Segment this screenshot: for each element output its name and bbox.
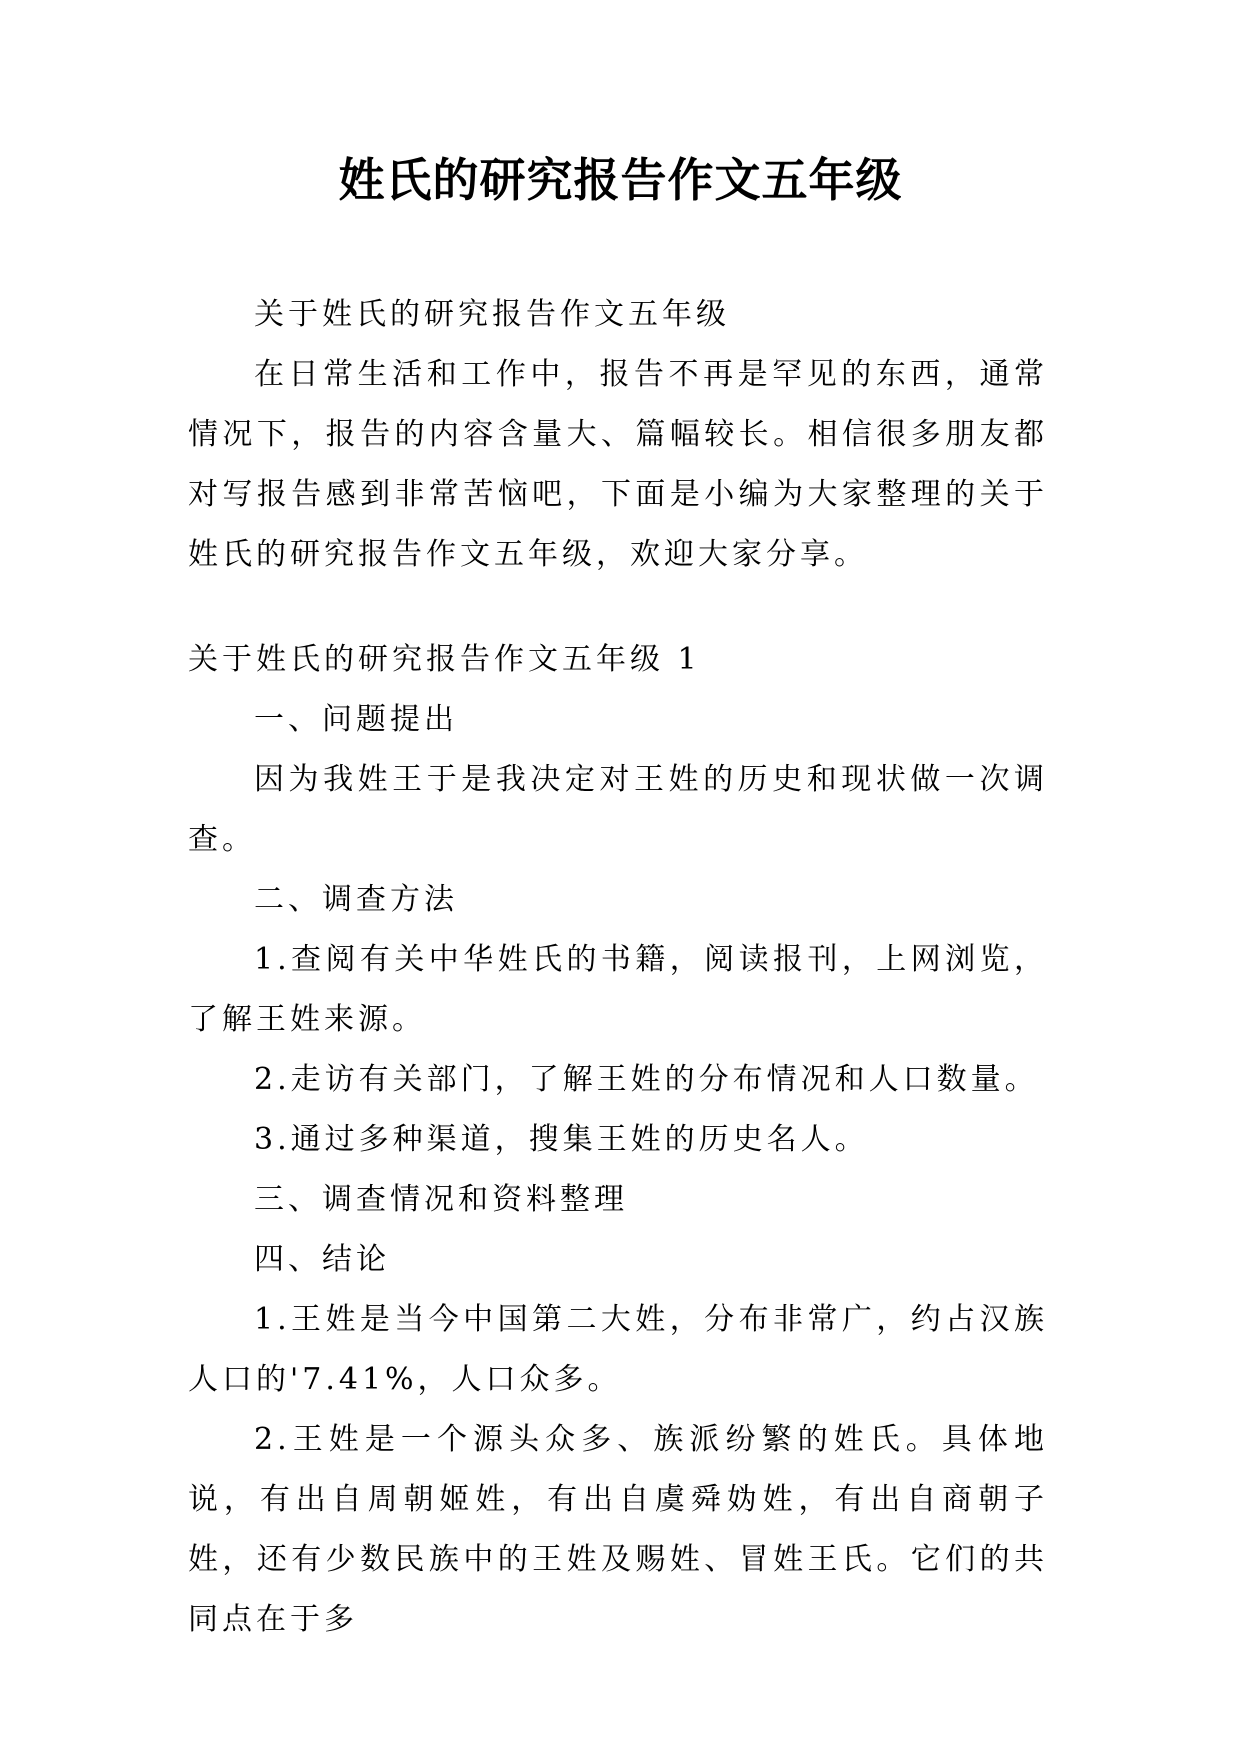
paragraph-reason: 因为我姓王于是我决定对王姓的历史和现状做一次调查。 bbox=[188, 762, 1048, 857]
heading-problem: 一、问题提出 bbox=[254, 702, 458, 737]
conclusion-item-1: 1.王姓是当今中国第二大姓，分布非常广，约占汉族人口的'7.41%，人口众多。 bbox=[188, 1302, 1048, 1397]
method-item-3: 3.通过多种渠道，搜集王姓的历史名人。 bbox=[254, 1122, 869, 1157]
section-heading: 关于姓氏的研究报告作文五年级 1 bbox=[188, 642, 701, 677]
method-item-1: 1.查阅有关中华姓氏的书籍，阅读报刊，上网浏览，了解王姓来源。 bbox=[188, 942, 1048, 1037]
intro-subtitle: 关于姓氏的研究报告作文五年级 bbox=[254, 297, 730, 332]
intro-block bbox=[188, 285, 1048, 585]
intro-paragraph: 在日常生活和工作中，报告不再是罕见的东西，通常情况下，报告的内容含量大、篇幅较长。相信很多朋友都对写报告感到非常苦恼吧，下面是小编为大家整理的关于姓氏的研究报告作文五年级，欢迎大家分享。 bbox=[188, 357, 1048, 572]
document-title: 姓氏的研究报告作文五年级 bbox=[338, 153, 903, 207]
heading-method: 二、调查方法 bbox=[254, 882, 458, 917]
heading-conclusion: 四、结论 bbox=[254, 1242, 390, 1277]
conclusion-item-2: 2.王姓是一个源头众多、族派纷繁的姓氏。具体地说，有出自周朝姬姓，有出自虞舜妫姓，有出自商朝子姓，还有少数民族中的王姓及赐姓、冒姓王氏。它们的共同点在于多 bbox=[188, 1422, 1048, 1637]
method-item-2: 2.走访有关部门，了解王姓的分布情况和人口数量。 bbox=[254, 1062, 1039, 1097]
section-block bbox=[188, 630, 1048, 1650]
heading-survey: 三、调查情况和资料整理 bbox=[254, 1182, 628, 1217]
